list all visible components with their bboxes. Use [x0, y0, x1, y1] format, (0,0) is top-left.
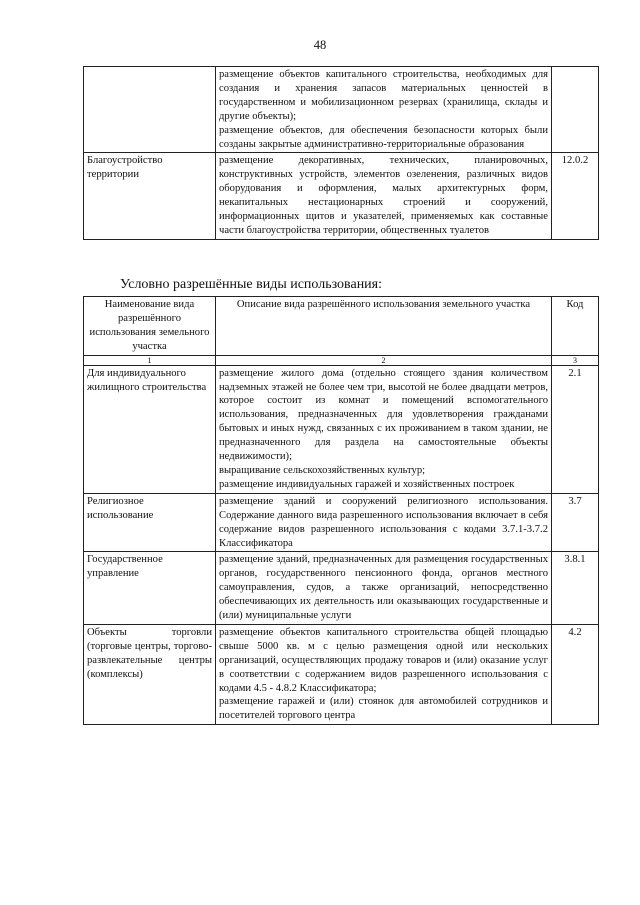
column-index: 2 [216, 355, 552, 365]
table-row [84, 365, 599, 493]
table-row [84, 153, 599, 239]
header-code: Код [552, 297, 599, 356]
description-paragraph: выращивание сельскохозяйственных культур; [219, 464, 426, 476]
row-name [84, 67, 216, 153]
page-number: 48 [313, 38, 327, 52]
description-paragraph: размещение объектов капитального строительства общей площадью свыше 5000 кв. м с целью размещения одной или нескольких организаций, осуществляющих продажу товаров и (или) оказание услуг в соответствии с содержанием видов разрешенного использования с кодами 4.5 - 4.8.2 Классификатора; [219, 626, 548, 694]
row-code: 12.0.2 [552, 153, 599, 239]
description-paragraph: размещение зданий, предназначенных для размещения государственных органов, государственного пенсионного фонда, органов местного самоуправления, судов, а также организаций, непосредственно обеспечивающих их деятельность или оказывающих государственные и (или) муниципальные услуги [219, 554, 548, 622]
row-name: Государственное управление [84, 552, 216, 625]
row-name: Для индивидуального жилищного строительства [84, 365, 216, 493]
row-name: Религиозное использование [84, 493, 216, 552]
row-name: Объекты торговли (торговые центры, торгово-развлекательные центры (комплексы) [84, 624, 216, 724]
description-paragraph: размещение декоративных, технических, планировочных, конструктивных устройств, элементов озеленения, различных видов оборудования и оформления, малых архитектурных форм, некапитальных нестационарных строений и сооружений, информационных щитов и указателей, применяемых как составные части благоустройства территории, общественных туалетов [219, 155, 548, 236]
description-paragraph: размещение объектов капитального строительства, необходимых для создания и хранения запасов материальных ценностей в государственном и мобилизационном резервах (хранилища, склады и другие объекты); [219, 69, 548, 122]
row-description [216, 552, 552, 625]
row-code [552, 67, 599, 153]
row-description [216, 624, 552, 724]
column-index: 3 [552, 355, 599, 365]
table-header-row [84, 297, 599, 356]
description-paragraph: размещение зданий и сооружений религиозного использования. Содержание данного вида разрешенного использования включает в себя содержание видов разрешенного использования с кодами 3.7.1-3.7.2 Классификатора [219, 495, 548, 549]
column-index: 1 [84, 355, 216, 365]
header-description: Описание вида разрешённого использования земельного участка [216, 297, 552, 356]
column-index-row [84, 355, 599, 365]
description-paragraph: размещение жилого дома (отдельно стоящего здания количеством надземных этажей не более чем три, высотой не более двадцати метров, которое состоит из комнат и помещений вспомогательного использования, предназначенных для удовлетворения гражданами бытовых и иных нужд, связанных с их проживанием в таком здании, не предназначенного для раздела на самостоятельные объекты недвижимости); [219, 367, 548, 463]
table-row [84, 493, 599, 552]
row-description [216, 67, 552, 153]
row-code: 4.2 [552, 624, 599, 724]
row-code: 3.7 [552, 493, 599, 552]
row-code: 3.8.1 [552, 552, 599, 625]
row-description [216, 153, 552, 239]
row-description [216, 365, 552, 493]
description-paragraph: размещение гаражей и (или) стоянок для автомобилей сотрудников и посетителей торгового центра [219, 696, 548, 722]
table-row [84, 624, 599, 724]
row-code: 2.1 [552, 365, 599, 493]
table-row [84, 67, 599, 153]
description-paragraph: размещение объектов, для обеспечения безопасности которых были созданы закрытые административно-территориальные образования [219, 124, 548, 150]
table-row [84, 552, 599, 625]
row-name: Благоустройство территории [84, 153, 216, 239]
section-title: Условно разрешённые виды использования: [120, 277, 383, 292]
description-paragraph: размещение индивидуальных гаражей и хозяйственных построек [219, 478, 515, 490]
row-description [216, 493, 552, 552]
header-name: Наименование вида разрешённого использования земельного участка [84, 297, 216, 356]
continued-land-use-table [83, 66, 599, 240]
conditionally-permitted-uses-table [83, 296, 599, 725]
